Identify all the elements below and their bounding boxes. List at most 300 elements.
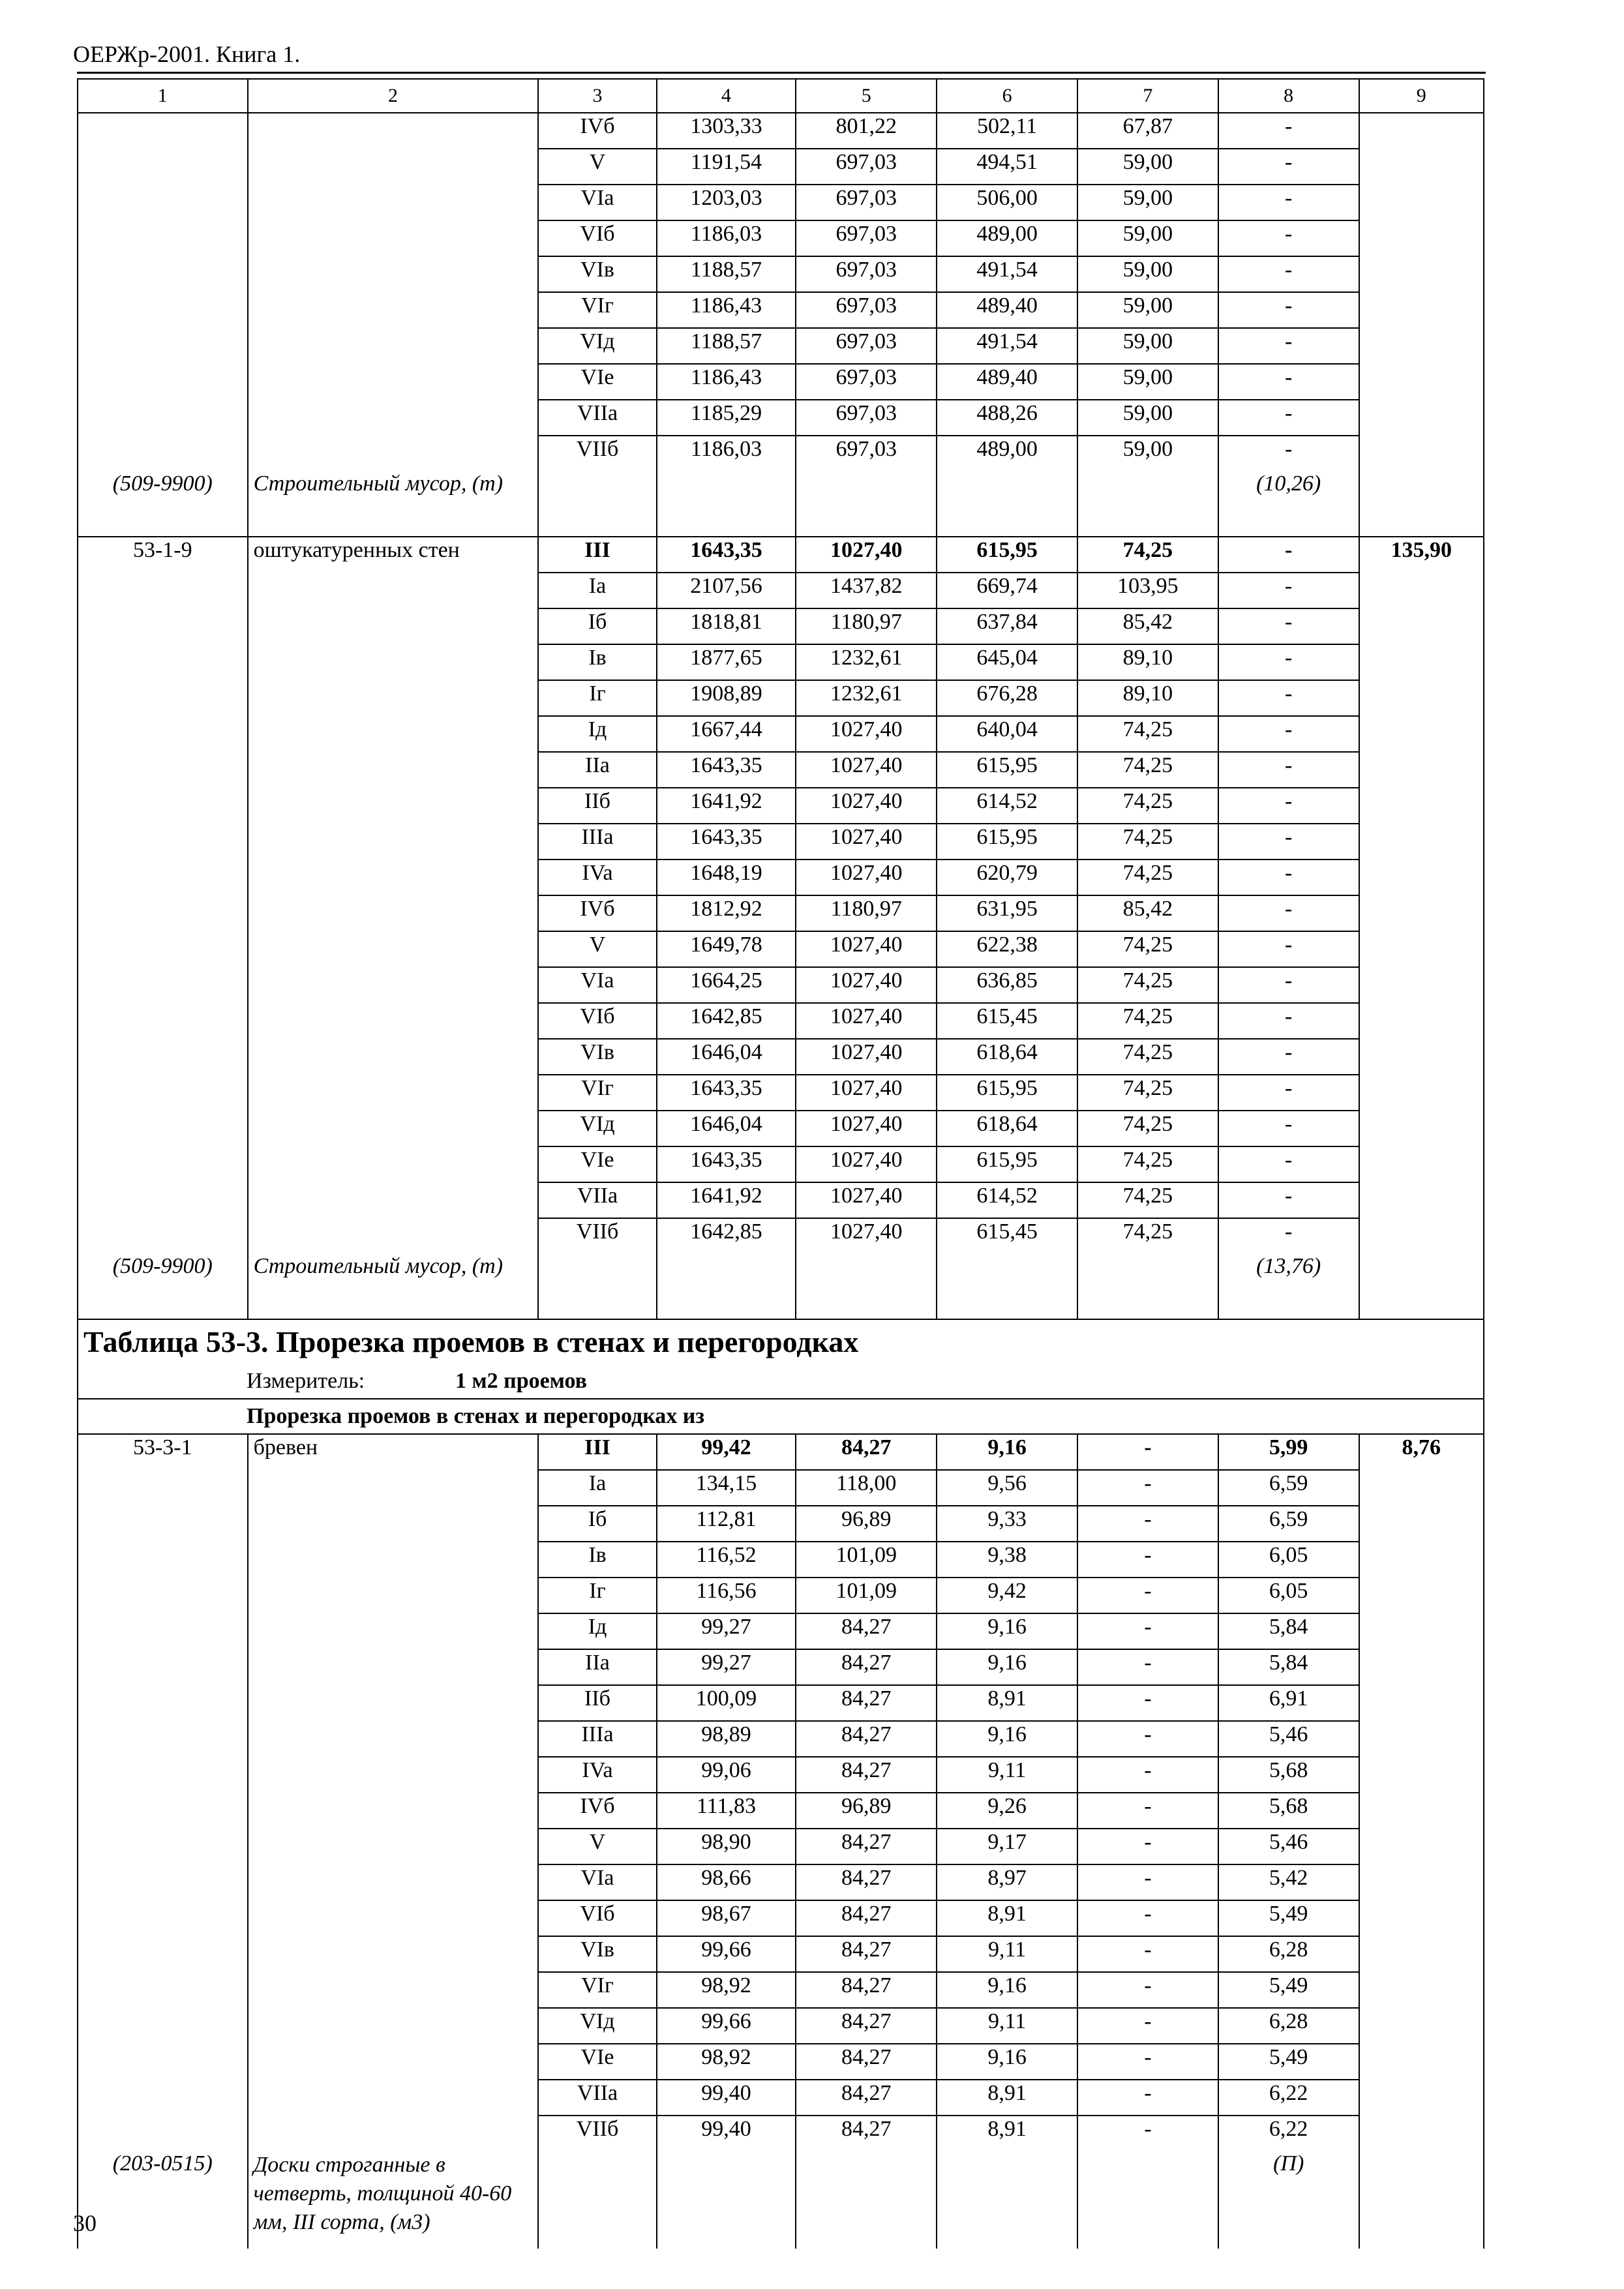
rate-code-cell: [78, 716, 248, 752]
machines-cell: 506,00: [937, 185, 1077, 220]
rate-code-cell: [78, 1721, 248, 1757]
wage-cell: 84,27: [796, 1685, 937, 1721]
rate-code-cell: [78, 573, 248, 608]
materials-cell: 6,91: [1218, 1685, 1359, 1721]
wage-cell: 801,22: [796, 113, 937, 149]
zone-cell: IIa: [538, 1649, 656, 1685]
labor-cell: [1359, 220, 1484, 256]
wage-cell: 697,03: [796, 292, 937, 328]
labor-cell: [1359, 1506, 1484, 1542]
wage-cell: 84,27: [796, 1864, 937, 1900]
work-name-cell: [248, 436, 539, 471]
labor-cell: [1359, 1470, 1484, 1506]
work-name-cell: [248, 1578, 539, 1613]
zone-cell: III: [538, 537, 656, 573]
driver-wage-cell: 59,00: [1077, 400, 1218, 436]
wage-cell: 84,27: [796, 2044, 937, 2080]
machines-cell: 8,91: [937, 1900, 1077, 1936]
materials-cell: 5,46: [1218, 1721, 1359, 1757]
rate-code-cell: [78, 1075, 248, 1111]
direct-costs-cell: 111,83: [657, 1793, 796, 1829]
work-name-cell: [248, 1218, 539, 1253]
work-name-cell: [248, 1182, 539, 1218]
work-name-cell: [248, 860, 539, 895]
work-name-cell: [248, 716, 539, 752]
wage-cell: 96,89: [796, 1793, 937, 1829]
column-number-header: [78, 79, 1484, 113]
wage-cell: 84,27: [796, 2080, 937, 2116]
table-row: [78, 1146, 1484, 1182]
driver-wage-cell: 59,00: [1077, 149, 1218, 185]
direct-costs-cell: 99,40: [657, 2080, 796, 2116]
column-number: 2: [248, 79, 539, 113]
driver-wage-cell: 59,00: [1077, 185, 1218, 220]
driver-wage-cell: 85,42: [1077, 608, 1218, 644]
rate-code-cell: 53-1-9: [78, 537, 248, 573]
wage-cell: 1437,82: [796, 573, 937, 608]
machines-cell: 615,95: [937, 537, 1077, 573]
zone-cell: III: [538, 1434, 656, 1470]
rate-code-cell: [78, 1003, 248, 1039]
materials-cell: 5,49: [1218, 1900, 1359, 1936]
labor-cell: [1359, 1900, 1484, 1936]
column-number: 3: [538, 79, 656, 113]
labor-cell: [1359, 1721, 1484, 1757]
empty-cell: [796, 2151, 937, 2249]
wage-cell: 1027,40: [796, 1146, 937, 1182]
labor-cell: [1359, 824, 1484, 860]
table-row: [78, 2080, 1484, 2116]
wage-cell: 1232,61: [796, 680, 937, 716]
materials-cell: -: [1218, 680, 1359, 716]
driver-wage-cell: 74,25: [1077, 716, 1218, 752]
work-name-cell: [248, 185, 539, 220]
machines-cell: 9,16: [937, 1434, 1077, 1470]
wage-cell: 1027,40: [796, 967, 937, 1003]
subheading-cell: [78, 1399, 1484, 1434]
work-name-cell: [248, 292, 539, 328]
machines-cell: 620,79: [937, 860, 1077, 895]
machines-cell: 494,51: [937, 149, 1077, 185]
labor-cell: [1359, 185, 1484, 220]
labor-cell: [1359, 364, 1484, 400]
table-row: [78, 573, 1484, 608]
direct-costs-cell: 98,90: [657, 1829, 796, 1864]
work-name-cell: [248, 1003, 539, 1039]
wage-cell: 1027,40: [796, 752, 937, 788]
wage-cell: 697,03: [796, 256, 937, 292]
column-number: 8: [1218, 79, 1359, 113]
work-name-cell: [248, 1111, 539, 1146]
rate-code-cell: [78, 1182, 248, 1218]
machines-cell: 631,95: [937, 895, 1077, 931]
empty-cell: [1359, 471, 1484, 537]
zone-cell: VIб: [538, 220, 656, 256]
driver-wage-cell: -: [1077, 1936, 1218, 1972]
rate-code-cell: [78, 292, 248, 328]
rate-code-cell: [78, 328, 248, 364]
driver-wage-cell: 74,25: [1077, 1146, 1218, 1182]
materials-cell: -: [1218, 824, 1359, 860]
materials-cell: 6,05: [1218, 1542, 1359, 1578]
materials-cell: -: [1218, 1039, 1359, 1075]
work-name-cell: [248, 220, 539, 256]
labor-cell: [1359, 1936, 1484, 1972]
wage-cell: 1027,40: [796, 931, 937, 967]
wage-cell: 1027,40: [796, 716, 937, 752]
rate-code-cell: [78, 149, 248, 185]
direct-costs-cell: 1646,04: [657, 1039, 796, 1075]
wage-cell: 84,27: [796, 1434, 937, 1470]
materials-cell: 5,46: [1218, 1829, 1359, 1864]
rate-code-cell: [78, 2080, 248, 2116]
rate-code-cell: [78, 2044, 248, 2080]
direct-costs-cell: 1186,03: [657, 436, 796, 471]
machines-cell: 9,16: [937, 1649, 1077, 1685]
zone-cell: VIг: [538, 1972, 656, 2008]
labor-cell: [1359, 931, 1484, 967]
labor-cell: [1359, 149, 1484, 185]
table-row: [78, 716, 1484, 752]
zone-cell: IIIa: [538, 824, 656, 860]
materials-cell: -: [1218, 113, 1359, 149]
work-name-cell: [248, 149, 539, 185]
machines-cell: 618,64: [937, 1039, 1077, 1075]
zone-cell: VIIб: [538, 1218, 656, 1253]
work-name-cell: [248, 967, 539, 1003]
empty-cell: [657, 471, 796, 537]
machines-cell: 8,97: [937, 1864, 1077, 1900]
materials-cell: 6,28: [1218, 2008, 1359, 2044]
driver-wage-cell: 74,25: [1077, 824, 1218, 860]
machines-cell: 9,42: [937, 1578, 1077, 1613]
materials-cell: -: [1218, 436, 1359, 471]
direct-costs-cell: 98,66: [657, 1864, 796, 1900]
table-row: [78, 1936, 1484, 1972]
table-row: [78, 1972, 1484, 2008]
driver-wage-cell: 74,25: [1077, 1218, 1218, 1253]
direct-costs-cell: 1643,35: [657, 824, 796, 860]
table-row: [78, 1542, 1484, 1578]
materials-cell: -: [1218, 1146, 1359, 1182]
empty-cell: [1077, 1253, 1218, 1319]
zone-cell: IIб: [538, 788, 656, 824]
machines-cell: 9,17: [937, 1829, 1077, 1864]
rate-code-cell: [78, 256, 248, 292]
work-name-cell: [248, 1470, 539, 1506]
table-row: [78, 931, 1484, 967]
materials-cell: 6,22: [1218, 2080, 1359, 2116]
column-number: 6: [937, 79, 1077, 113]
work-name-cell: [248, 328, 539, 364]
direct-costs-cell: 100,09: [657, 1685, 796, 1721]
materials-cell: -: [1218, 573, 1359, 608]
rate-code-cell: [78, 1506, 248, 1542]
material-name: Доски строганные в четверть, толщиной 40-60 мм, III сорта, (м3): [248, 2151, 539, 2249]
machines-cell: 622,38: [937, 931, 1077, 967]
table-row: [78, 292, 1484, 328]
work-name-cell: [248, 1613, 539, 1649]
rate-code-cell: [78, 1613, 248, 1649]
materials-cell: -: [1218, 644, 1359, 680]
machines-cell: 615,95: [937, 824, 1077, 860]
zone-cell: Iб: [538, 608, 656, 644]
table-row: [78, 1434, 1484, 1470]
materials-cell: -: [1218, 1003, 1359, 1039]
zone-cell: Iг: [538, 1578, 656, 1613]
zone-cell: Iг: [538, 680, 656, 716]
materials-cell: 5,42: [1218, 1864, 1359, 1900]
table-row: [78, 1218, 1484, 1253]
labor-cell: [1359, 1578, 1484, 1613]
zone-cell: V: [538, 1829, 656, 1864]
wage-cell: 84,27: [796, 1757, 937, 1793]
table-row: [78, 1506, 1484, 1542]
rate-code-cell: [78, 1900, 248, 1936]
wage-cell: 1027,40: [796, 1182, 937, 1218]
wage-cell: 1027,40: [796, 788, 937, 824]
work-name-cell: оштукатуренных стен: [248, 537, 539, 573]
driver-wage-cell: -: [1077, 2008, 1218, 2044]
table-row: [78, 436, 1484, 471]
labor-cell: [1359, 1972, 1484, 2008]
zone-cell: Iв: [538, 1542, 656, 1578]
wage-cell: 84,27: [796, 1972, 937, 2008]
zone-cell: VIe: [538, 2044, 656, 2080]
work-name-cell: [248, 1039, 539, 1075]
work-name-cell: [248, 931, 539, 967]
direct-costs-cell: 1643,35: [657, 537, 796, 573]
rate-code-cell: [78, 2116, 248, 2151]
table-row: [78, 2116, 1484, 2151]
machines-cell: 489,00: [937, 436, 1077, 471]
zone-cell: VIIб: [538, 2116, 656, 2151]
wage-cell: 1232,61: [796, 644, 937, 680]
machines-cell: 491,54: [937, 328, 1077, 364]
machines-cell: 489,40: [937, 364, 1077, 400]
unit-label: Измеритель:: [247, 1368, 365, 1393]
work-name-cell: [248, 608, 539, 644]
table-row: [78, 400, 1484, 436]
rate-code-cell: [78, 113, 248, 149]
wage-cell: 697,03: [796, 220, 937, 256]
materials-cell: -: [1218, 895, 1359, 931]
wage-cell: 84,27: [796, 1721, 937, 1757]
direct-costs-cell: 1188,57: [657, 328, 796, 364]
machines-cell: 9,56: [937, 1470, 1077, 1506]
labor-cell: [1359, 436, 1484, 471]
work-name-cell: [248, 1506, 539, 1542]
driver-wage-cell: -: [1077, 1542, 1218, 1578]
zone-cell: IVa: [538, 860, 656, 895]
labor-cell: [1359, 716, 1484, 752]
materials-cell: 5,68: [1218, 1793, 1359, 1829]
materials-cell: 6,59: [1218, 1470, 1359, 1506]
zone-cell: VIIa: [538, 400, 656, 436]
table-row: [78, 895, 1484, 931]
work-name-cell: [248, 2044, 539, 2080]
material-quantity: (10,26): [1218, 471, 1359, 537]
column-number: 9: [1359, 79, 1484, 113]
machines-cell: 618,64: [937, 1111, 1077, 1146]
work-name-cell: [248, 364, 539, 400]
rate-code-cell: [78, 1649, 248, 1685]
wage-cell: 1027,40: [796, 1075, 937, 1111]
machines-cell: 488,26: [937, 400, 1077, 436]
table-row: [78, 1649, 1484, 1685]
materials-cell: -: [1218, 716, 1359, 752]
rate-code-cell: [78, 860, 248, 895]
zone-cell: VIд: [538, 328, 656, 364]
driver-wage-cell: -: [1077, 1506, 1218, 1542]
material-footer-row: [78, 471, 1484, 537]
work-name-cell: [248, 680, 539, 716]
empty-cell: [937, 471, 1077, 537]
work-name-cell: [248, 1542, 539, 1578]
materials-cell: 6,28: [1218, 1936, 1359, 1972]
driver-wage-cell: 74,25: [1077, 752, 1218, 788]
driver-wage-cell: 59,00: [1077, 256, 1218, 292]
machines-cell: 8,91: [937, 2080, 1077, 2116]
machines-cell: 645,04: [937, 644, 1077, 680]
wage-cell: 697,03: [796, 400, 937, 436]
materials-cell: 5,49: [1218, 1972, 1359, 2008]
direct-costs-cell: 99,40: [657, 2116, 796, 2151]
table-row: [78, 1829, 1484, 1864]
zone-cell: Iв: [538, 644, 656, 680]
table-row: [78, 113, 1484, 149]
direct-costs-cell: 98,89: [657, 1721, 796, 1757]
driver-wage-cell: -: [1077, 2116, 1218, 2151]
direct-costs-cell: 1641,92: [657, 788, 796, 824]
driver-wage-cell: -: [1077, 2080, 1218, 2116]
column-number: 7: [1077, 79, 1218, 113]
machines-cell: 615,45: [937, 1003, 1077, 1039]
direct-costs-cell: 99,06: [657, 1757, 796, 1793]
wage-cell: 84,27: [796, 1649, 937, 1685]
empty-cell: [937, 1253, 1077, 1319]
machines-cell: 9,11: [937, 1936, 1077, 1972]
zone-cell: VIIa: [538, 1182, 656, 1218]
subheading: Прорезка проемов в стенах и перегородках из: [247, 1403, 705, 1428]
unit-cell: [78, 1364, 1484, 1399]
zone-cell: Iб: [538, 1506, 656, 1542]
driver-wage-cell: -: [1077, 1721, 1218, 1757]
rate-code-cell: [78, 1936, 248, 1972]
labor-cell: [1359, 680, 1484, 716]
zone-cell: VIд: [538, 2008, 656, 2044]
labor-cell: [1359, 2116, 1484, 2151]
unit-row: [78, 1364, 1484, 1399]
direct-costs-cell: 1186,03: [657, 220, 796, 256]
direct-costs-cell: 1186,43: [657, 364, 796, 400]
zone-cell: VIг: [538, 1075, 656, 1111]
zone-cell: VIб: [538, 1003, 656, 1039]
direct-costs-cell: 1908,89: [657, 680, 796, 716]
rate-code-cell: [78, 1864, 248, 1900]
labor-cell: 8,76: [1359, 1434, 1484, 1470]
header-rule: [77, 72, 1486, 74]
table-row: [78, 537, 1484, 573]
zone-cell: VIe: [538, 364, 656, 400]
machines-cell: 615,95: [937, 1146, 1077, 1182]
machines-cell: 676,28: [937, 680, 1077, 716]
rate-code-cell: [78, 220, 248, 256]
zone-cell: IIб: [538, 1685, 656, 1721]
wage-cell: 697,03: [796, 328, 937, 364]
labor-cell: [1359, 328, 1484, 364]
rate-code-cell: [78, 1039, 248, 1075]
machines-cell: 640,04: [937, 716, 1077, 752]
driver-wage-cell: -: [1077, 2044, 1218, 2080]
machines-cell: 614,52: [937, 788, 1077, 824]
rate-code-cell: [78, 1685, 248, 1721]
table-row: [78, 608, 1484, 644]
materials-cell: -: [1218, 1182, 1359, 1218]
wage-cell: 1027,40: [796, 1039, 937, 1075]
machines-cell: 9,11: [937, 2008, 1077, 2044]
work-name-cell: [248, 1075, 539, 1111]
zone-cell: VIд: [538, 1111, 656, 1146]
machines-cell: 8,91: [937, 2116, 1077, 2151]
work-name-cell: [248, 1829, 539, 1864]
rate-code-cell: [78, 1146, 248, 1182]
direct-costs-cell: 1203,03: [657, 185, 796, 220]
empty-cell: [1359, 1253, 1484, 1319]
direct-costs-cell: 116,52: [657, 1542, 796, 1578]
driver-wage-cell: 59,00: [1077, 220, 1218, 256]
labor-cell: [1359, 2044, 1484, 2080]
driver-wage-cell: 74,25: [1077, 931, 1218, 967]
direct-costs-cell: 1877,65: [657, 644, 796, 680]
table-row: [78, 256, 1484, 292]
direct-costs-cell: 99,66: [657, 2008, 796, 2044]
table-row: [78, 1613, 1484, 1649]
machines-cell: 489,00: [937, 220, 1077, 256]
rate-code-cell: [78, 1578, 248, 1613]
driver-wage-cell: -: [1077, 1757, 1218, 1793]
labor-cell: [1359, 292, 1484, 328]
wage-cell: 1027,40: [796, 1111, 937, 1146]
direct-costs-cell: 112,81: [657, 1506, 796, 1542]
rate-code-cell: [78, 1757, 248, 1793]
zone-cell: VIв: [538, 1936, 656, 1972]
zone-cell: VIe: [538, 1146, 656, 1182]
direct-costs-cell: 1191,54: [657, 149, 796, 185]
zone-cell: VIв: [538, 256, 656, 292]
empty-cell: [1077, 2151, 1218, 2249]
rate-code-cell: [78, 1470, 248, 1506]
table-row: [78, 1470, 1484, 1506]
rate-code-cell: [78, 2008, 248, 2044]
rate-code-cell: [78, 364, 248, 400]
subheading-row: [78, 1399, 1484, 1434]
empty-cell: [538, 471, 656, 537]
work-name-cell: бревен: [248, 1434, 539, 1470]
table-row: [78, 788, 1484, 824]
wage-cell: 697,03: [796, 149, 937, 185]
direct-costs-cell: 1642,85: [657, 1003, 796, 1039]
table-row: [78, 1864, 1484, 1900]
table-title-row: [78, 1319, 1484, 1364]
table-row: [78, 1793, 1484, 1829]
materials-cell: -: [1218, 364, 1359, 400]
work-name-cell: [248, 644, 539, 680]
material-code: (203-0515): [78, 2151, 248, 2249]
table-row: [78, 644, 1484, 680]
rate-code-cell: [78, 1542, 248, 1578]
materials-cell: -: [1218, 328, 1359, 364]
